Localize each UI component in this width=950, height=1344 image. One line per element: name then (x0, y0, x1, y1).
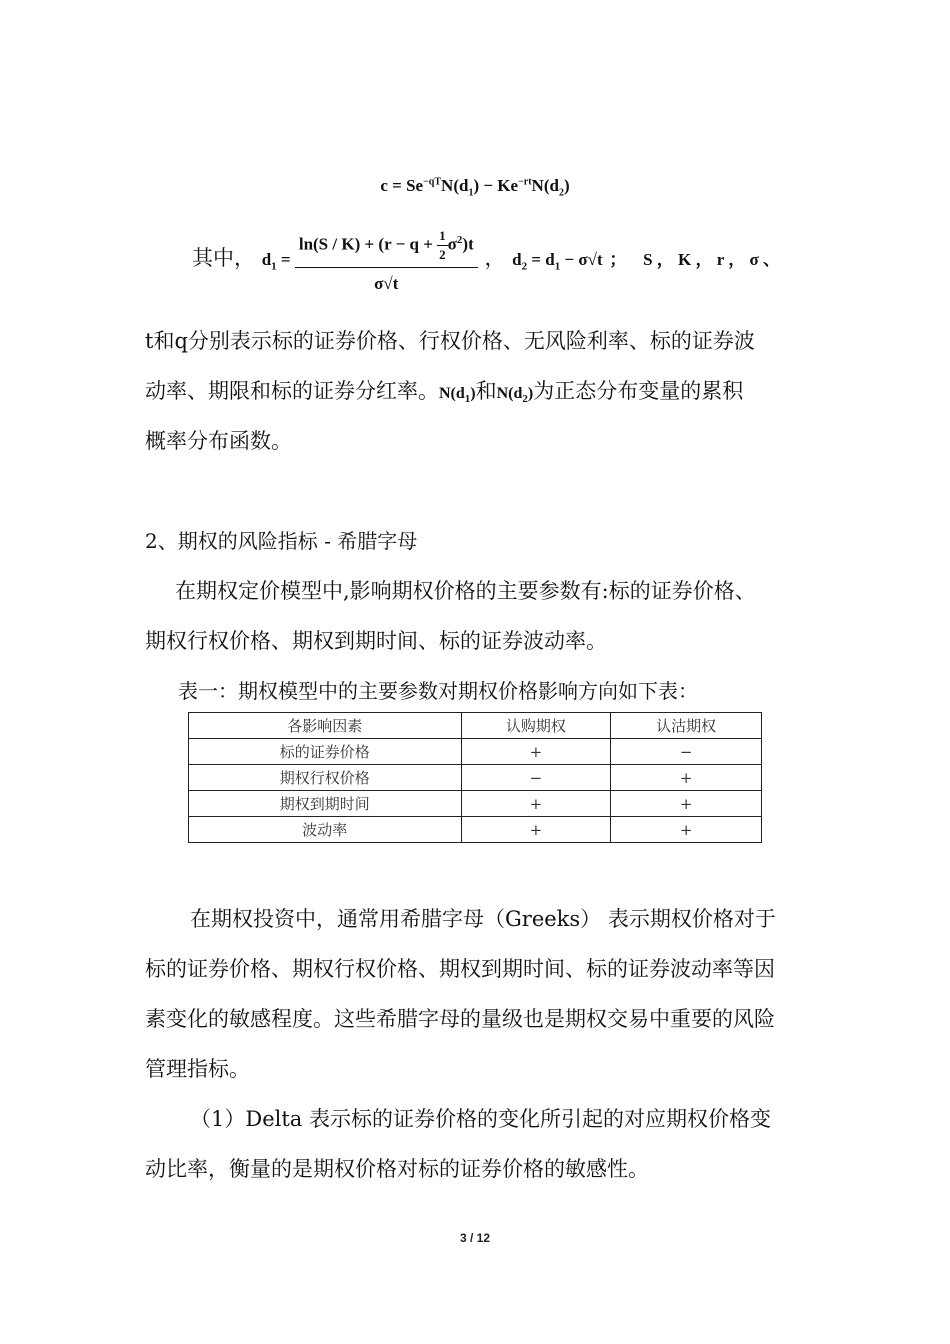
d2-formula: $d_2 = d_1 - \sigma√t$ (512, 249, 603, 273)
table-header: 认沽期权 (611, 713, 762, 739)
table-cell: 波动率 (189, 817, 462, 843)
para2-line1: 在期权定价模型中,影响期权价格的主要参数有:标的证券价格、 (175, 579, 756, 603)
para3-line3: 素变化的敏感程度。这些希腊字母的量级也是期权交易中重要的风险 (145, 1007, 775, 1031)
table-cell: + (611, 791, 762, 817)
table-cell: + (461, 791, 611, 817)
table-row (189, 739, 762, 765)
d1-formula: $d_1$ = ln(S / K) + (r − q + $\frac{1}{2}$ $\sigma^2)t$ σ√t (262, 250, 478, 269)
table-row (189, 791, 762, 817)
para1-line1: t和q分别表示标的证券价格、行权价格、无风险利率、标的证券波 (145, 329, 755, 353)
table-header: 认购期权 (461, 713, 611, 739)
table-cell: + (461, 817, 611, 843)
table-cell: + (461, 739, 611, 765)
page-number: 3 / 12 (459, 1231, 491, 1245)
table-cell: − (611, 739, 762, 765)
definition-line: 其中， $d_1$ = ln(S / K) + (r − q + $\frac{1}{2}$ $\sigma^2)t$ σ√t ， $d_2 = d_1 - \sigma√t$ ； S ， K ， r ， σ 、 (192, 228, 780, 293)
table-cell: 期权行权价格 (189, 765, 462, 791)
table-header-row (189, 713, 762, 739)
table-cell: 期权到期时间 (189, 791, 462, 817)
table-cell: + (611, 765, 762, 791)
para3-line4: 管理指标。 (145, 1057, 250, 1081)
variable-list: S ， K ， r ， σ 、 (643, 249, 780, 269)
table-header: 各影响因素 (189, 713, 462, 739)
para4-line2: 动比率，衡量的是期权价格对标的证券价格的敏感性。 (145, 1157, 649, 1181)
para3-line1: 在期权投资中，通常用希腊字母（Greeks） 表示期权价格对于 (190, 907, 776, 931)
table-row (189, 817, 762, 843)
para4-line1: （1）Delta 表示标的证券价格的变化所引起的对应期权价格变 (190, 1107, 771, 1131)
parameter-impact-table (188, 712, 762, 843)
section-heading: 2、期权的风险指标 - 希腊字母 (145, 529, 418, 553)
table-cell: 标的证券价格 (189, 739, 462, 765)
para2-line2: 期权行权价格、期权到期时间、标的证券波动率。 (145, 629, 607, 653)
table-caption: 表一：期权模型中的主要参数对期权价格影响方向如下表： (178, 679, 698, 703)
table-row (189, 765, 762, 791)
black-scholes-formula: $c = Se^{-qT}N(d_1) - Ke^{-rt}N(d_2)$ (380, 176, 570, 199)
para3-line2: 标的证券价格、期权行权价格、期权到期时间、标的证券波动率等因 (145, 957, 775, 981)
para1-line2: 动率、期限和标的证券分红率。$N(d_1)$和$N(d_2)$为正态分布变量的累积 (145, 379, 744, 406)
table-cell: − (461, 765, 611, 791)
table-cell: + (611, 817, 762, 843)
definition-prefix: 其中， (192, 245, 255, 270)
para1-line3: 概率分布函数。 (145, 429, 292, 453)
